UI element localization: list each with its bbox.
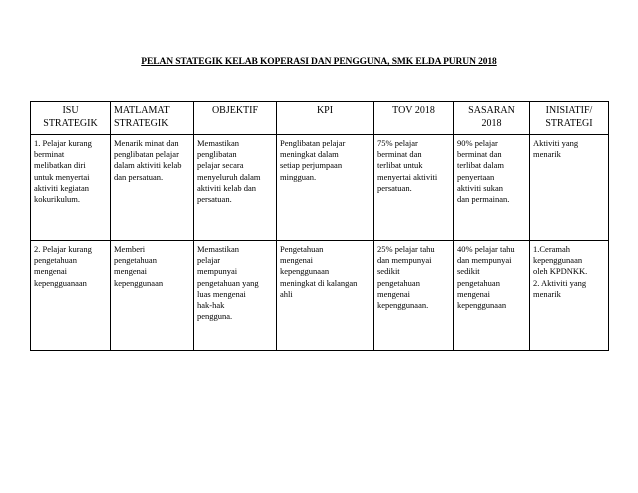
cell-sasaran: 40% pelajar tahu dan mempunyai sedikit pengetahuan mengenai kepenggunaan: [454, 241, 530, 351]
cell-tov: 75% pelajar berminat dan terlibat untuk menyertai aktiviti persatuan.: [374, 135, 454, 241]
header-inisiatif-strategi: INISIATIF/ STRATEGI: [530, 102, 609, 135]
cell-sasaran: 90% pelajar berminat dan terlibat dalam penyertaan aktiviti sukan dan permainan.: [454, 135, 530, 241]
header-sasaran-2018: SASARAN 2018: [454, 102, 530, 135]
header-matlamat-strategik: MATLAMAT STRATEGIK: [111, 102, 194, 135]
table-row: [31, 135, 609, 241]
cell-kpi: Penglibatan pelajar meningkat dalam setiap perjumpaan mingguan.: [277, 135, 374, 241]
cell-matlamat: Memberi pengetahuan mengenai kepenggunaan: [111, 241, 194, 351]
table-row: [31, 241, 609, 351]
cell-inisiatif: 1.Ceramah kepenggunaan oleh KPDNKK. 2. Aktiviti yang menarik: [530, 241, 609, 351]
header-isu-strategik: ISU STRATEGIK: [31, 102, 111, 135]
cell-objektif: Memastikan penglibatan pelajar secara menyeluruh dalam aktiviti kelab dan persatuan.: [194, 135, 277, 241]
cell-kpi: Pengetahuan mengenai kepenggunaan meningkat di kalangan ahli: [277, 241, 374, 351]
header-objektif: OBJEKTIF: [194, 102, 277, 135]
header-kpi: KPI: [277, 102, 374, 135]
strategic-plan-table: [30, 101, 609, 351]
cell-isu: 1. Pelajar kurang berminat melibatkan diri untuk menyertai aktiviti kegiatan kokurikulum.: [31, 135, 111, 241]
table-header-row: [31, 102, 609, 135]
cell-tov: 25% pelajar tahu dan mempunyai sedikit pengetahuan mengenai kepenggunaan.: [374, 241, 454, 351]
cell-isu: 2. Pelajar kurang pengetahuan mengenai kepengguanaan: [31, 241, 111, 351]
cell-matlamat: Menarik minat dan penglibatan pelajar dalam aktiviti kelab dan persatuan.: [111, 135, 194, 241]
document-title: PELAN STATEGIK KELAB KOPERASI DAN PENGGUNA, SMK ELDA PURUN 2018: [141, 57, 497, 67]
header-tov-2018: TOV 2018: [374, 102, 454, 135]
cell-inisiatif: Aktiviti yang menarik: [530, 135, 609, 241]
cell-objektif: Memastikan pelajar mempunyai pengetahuan yang luas mengenai hak-hak pengguna.: [194, 241, 277, 351]
